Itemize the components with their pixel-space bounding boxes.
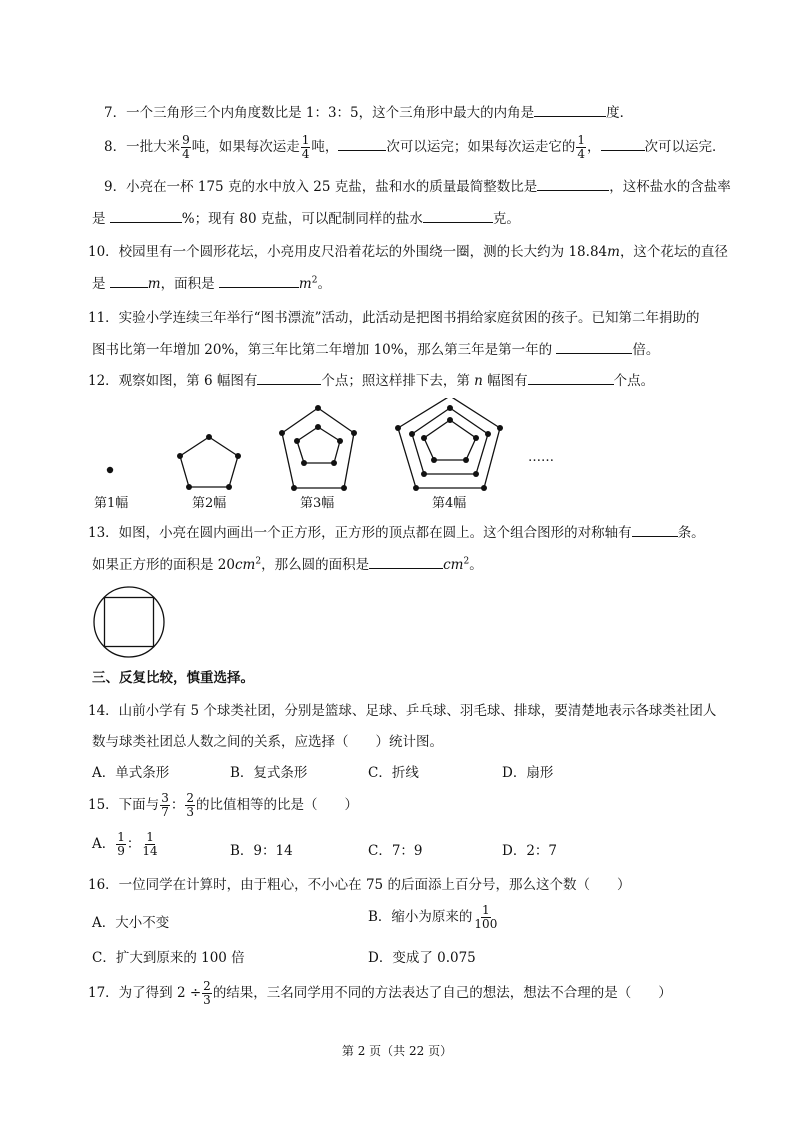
section-heading: 三、反复比较，慎重选择。 [92, 670, 254, 686]
answer-blank[interactable] [601, 137, 645, 151]
question-10: 10．校园里有一个圆形花坛，小亮用皮尺沿着花坛的外围绕一圈，测的长大约为 18.84m，这个花坛的直径 [88, 244, 728, 260]
answer-blank[interactable] [338, 137, 386, 151]
question-15: 15．下面与 $\frac{3}{7}$ ： $\frac{2}{3}$ 的比值相等的比是（ ） [88, 791, 358, 819]
question-8: 8．一批大米 $\frac{9}{4}$ 吨，如果每次运走 $\frac{1}{4}$ 吨， 次可以运完；如果每次运走它的 $\frac{1}{4}$ ， 次可以运完． [104, 133, 726, 161]
answer-blank[interactable] [110, 274, 148, 288]
option-a[interactable]: A． $\frac{1}{9}$ ： $\frac{1}{14}$ [92, 830, 158, 858]
caption-fig2: 第2幅 [192, 496, 227, 511]
caption-fig4: 第4幅 [432, 496, 467, 511]
option-c[interactable]: C．7：9 [368, 843, 423, 859]
question-14-line2: 数与球类社团总人数之间的关系，应选择（ ）统计图。 [92, 734, 443, 750]
option-d[interactable]: D．扇形 [502, 765, 554, 781]
question-11-line2: 图书比第一年增加 20%，第三年比第二年增加 10%，那么第三年是第一年的 倍。 [92, 342, 660, 358]
option-b[interactable]: B．缩小为原来的 $\frac{1}{100}$ [368, 903, 498, 931]
option-a[interactable]: A．单式条形 [92, 765, 170, 781]
question-13: 13．如图，小亮在圆内画出一个正方形，正方形的顶点都在圆上。这个组合图形的对称轴有 条。 [88, 525, 705, 541]
fraction: $\frac{2}{3}$ [186, 791, 194, 819]
answer-blank[interactable] [219, 274, 299, 288]
option-c[interactable]: C．折线 [368, 765, 419, 781]
question-16: 16．一位同学在计算时，由于粗心，不小心在 75 的后面添上百分号，那么这个数（ ） [88, 877, 631, 893]
circle-square-figure [91, 584, 167, 660]
figure-2 [180, 437, 238, 487]
answer-blank[interactable] [528, 371, 614, 385]
caption-fig3: 第3幅 [300, 496, 335, 511]
fraction: $\frac{3}{7}$ [161, 791, 169, 819]
question-12: 12．观察如图，第 6 幅图有 个点；照这样排下去，第 n 幅图有 个点。 [88, 373, 655, 389]
answer-blank[interactable] [257, 371, 321, 385]
question-9-line2: 是 %；现有 80 克盐，可以配制同样的盐水 克。 [92, 211, 520, 227]
option-b[interactable]: B．9：14 [230, 843, 293, 859]
caption-fig1: 第1幅 [94, 496, 129, 511]
fraction: $\frac{1}{4}$ [301, 133, 310, 161]
option-c[interactable]: C．扩大到原来的 100 倍 [92, 950, 245, 966]
option-b[interactable]: B．复式条形 [230, 765, 308, 781]
question-11: 11．实验小学连续三年举行“图书漂流”活动，此活动是把图书捐给家庭贫困的孩子。已知第二年捐助的 [88, 310, 700, 326]
question-14: 14．山前小学有 5 个球类社团，分别是篮球、足球、乒乓球、羽毛球、排球，要清楚地表示各球类社团人 [88, 703, 717, 719]
option-d[interactable]: D．变成了 0.075 [368, 950, 476, 966]
answer-blank[interactable] [632, 523, 678, 537]
question-13-line2: 如果正方形的面积是 $20cm^2$，那么圆的面积是 $cm^2$。 [92, 556, 483, 573]
question-9: 9．小亮在一杯 175 克的水中放入 25 克盐，盐和水的质量最简整数比是 ，这杯盐水的含盐率 [104, 179, 731, 195]
fraction: $\frac{9}{4}$ [182, 133, 190, 161]
question-10-line2: 是 m，面积是 $m^2$。 [92, 275, 331, 292]
question-7: 7．一个三角形三个内角度数比是 1：3：5，这个三角形中最大的内角是 度． [104, 105, 634, 121]
option-d[interactable]: D．2：7 [502, 843, 558, 859]
answer-blank[interactable] [423, 209, 493, 223]
pentagon-dot-figure [86, 398, 586, 498]
answer-blank[interactable] [369, 555, 443, 569]
answer-blank[interactable] [556, 340, 632, 354]
dot [107, 467, 113, 473]
option-a[interactable]: A．大小不变 [92, 915, 170, 931]
page-footer: 第 2 页（共 22 页） [341, 1044, 453, 1058]
figure-3 [282, 408, 354, 488]
figure-4 [398, 398, 500, 488]
fraction: $\frac{2}{3}$ [203, 979, 211, 1007]
answer-blank[interactable] [534, 103, 606, 117]
question-17: 17．为了得到 2 ÷ $\frac{2}{3}$ 的结果，三名同学用不同的方法表达了自己的想法，想法不合理的是（ ） [88, 979, 672, 1007]
answer-blank[interactable] [537, 177, 609, 191]
ellipsis: …… [528, 450, 554, 465]
square-shape [105, 598, 154, 647]
answer-blank[interactable] [110, 209, 182, 223]
fraction: $\frac{1}{4}$ [577, 133, 586, 161]
